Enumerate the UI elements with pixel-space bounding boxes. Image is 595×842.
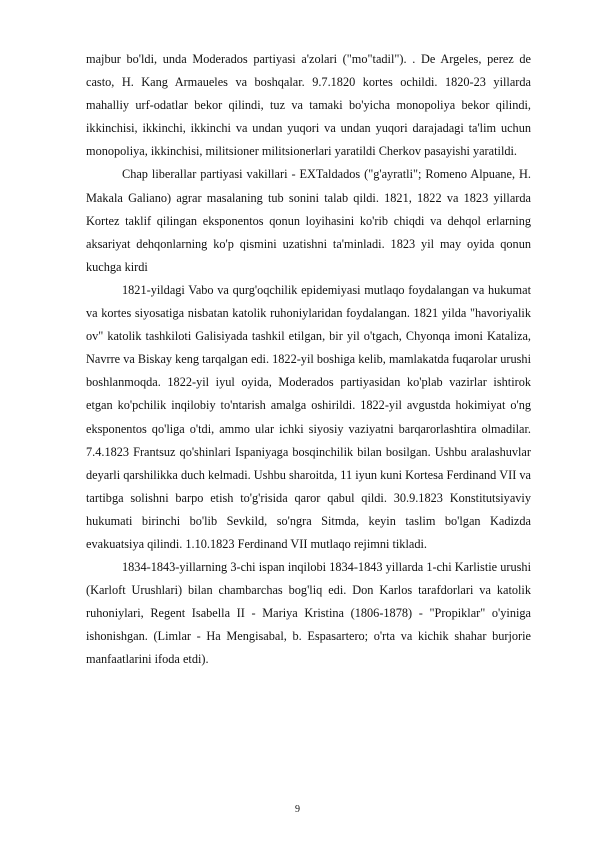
paragraph-left-liberals: Chap liberallar partiyasi vakillari - EXTaldados ("g'ayratli"; Romeno Alpuane, H. Makala Galiano) agrar masalaning tub sonini talab qildi. 1821, 1822 va 1823 yillarda Kortez taklif qilingan eksponentos qonun loyihasini ko'rib chiqdi va dehqol erlarning aksariyat dehqonlarning ko'p qismini uzatishni ta'minladi. 1823 yil may oyida qonun kuchga kirdi — [86, 167, 531, 274]
page-number: 9 — [295, 804, 300, 815]
paragraph-revolution-1834: 1834-1843-yillarning 3-chi ispan inqilobi 1834-1843 yillarda 1-chi Karlistie urushi (Karloft Urushlari) bilan chambarchas bog'liq edi. Don Karlos tarafdorlari va katolik ruhoniylari, Regent Isabella II - Mariya Kristina (1806-1878) - "Propiklar" o'yiniga ishonishgan. (Limlar - Ha Mengisabal, b. Espasartero; o'rta va kichik shahar burjorie manfaatlarini ifoda etdi). — [86, 560, 531, 667]
paragraph-epidemic-1821: 1821-yildagi Vabo va qurg'oqchilik epidemiyasi mutlaqo foydalangan va hukumat va kortes siyosatiga nisbatan katolik ruhoniylaridan foydalangan. 1821 yilda "havoriyalik ov" katolik tashkiloti Galisiyada tashkil etilgan, bir yil o'tgach, Chyonqa imoni Kataliza, Navrre va Biskay keng tarqalgan edi. 1822-yil boshiga kelib, mamlakatda fuqarolar urushi boshlanmoqda. 1822-yil iyul oyida, Moderados partiyasidan ko'plab vazirlar ishtirok etgan ko'pchilik inqilobiy to'ntarish amalga oshirildi. 1822-yil avgustda hokimiyat o'ng eksponentos qo'liga o'tdi, ammo ular ichki siyosiy vaziyatni barqarorlashtira olmadilar. 7.4.1823 Frantsuz qo'shinlari Ispaniyaga bosqinchilik bilan bosilgan. Ushbu aralashuvlar deyarli qarshilikka duch kelmadi. Ushbu sharoitda, 11 iyun kuni Kortesa Ferdinand VII va tartibga solishni barpo etish to'g'risida qaror qabul qildi. 30.9.1823 Konstitutsiyaviy hukumati birinchi bo'lib Sevkild, so'ngra Sitmda, keyin taslim bo'lgan Kadizda evakuatsiya qilindi. 1.10.1823 Ferdinand VII mutlaqo rejimni tikladi. — [86, 282, 531, 551]
body-text — [86, 48, 531, 672]
paragraph-continuation: majbur bo'ldi, unda Moderados partiyasi a'zolari ("mo"tadil"). . De Argeles, perez de casto, H. Kang Armaueles va boshqalar. 9.7.1820 kortes ochildi. 1820-23 yillarda mahalliy urf-odatlar bekor qilindi, tuz va tamaki bo'yicha monopoliya bekor qilindi, ikkinchisi, ikkinchi, ikkinchi va undan yuqori va undan yuqori darajadagi ta'lim uchun monopoliya, ikkinchisi, militsioner militsionerlari yaratildi Cherkov pasayishi yaratildi. — [86, 52, 531, 159]
